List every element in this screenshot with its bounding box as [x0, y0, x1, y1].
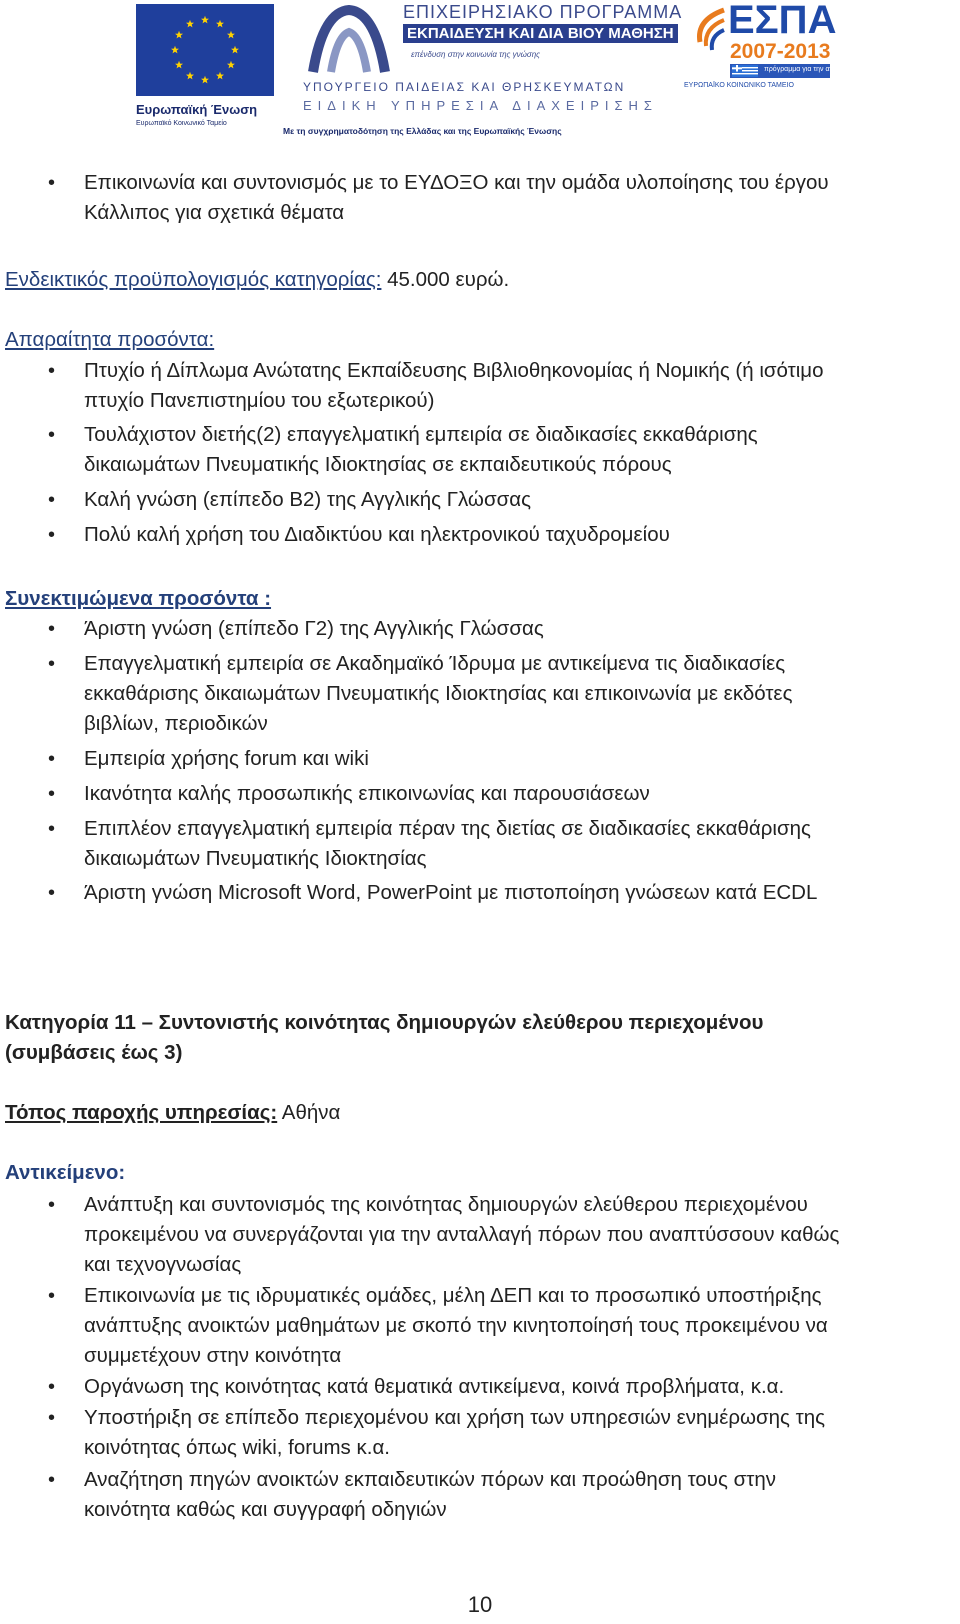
list-item: • Εμπειρία χρήσης forum και wiki [84, 744, 944, 774]
list-item: • Επικοινωνία και συντονισμός με το ΕΥΔΟΞΟ και την ομάδα υλοποίησης του έργου Κάλλιπος για σχετικά θέματα [84, 168, 944, 228]
ministry-name: ΥΠΟΥΡΓΕΙΟ ΠΑΙΔΕΙΑΣ ΚΑΙ ΘΡΗΣΚΕΥΜΑΤΩΝ [303, 80, 626, 94]
eu-star-icon [171, 46, 179, 54]
espa-word: ΕΣΠΑ [728, 0, 837, 42]
list-item: • Επικοινωνία με τις ιδρυματικές ομάδες, μέλη ΔΕΠ και το προσωπικό υποστήριξης ανάπτυξης ανοικτών μαθημάτων με σκοπό την κινητοποίησή τους προκειμένου να συμμετέχουν στην κοινότητα [84, 1281, 944, 1371]
espa-tagline-box [730, 64, 856, 78]
list-item: • Τουλάχιστον διετής(2) επαγγελματική εμπειρία σε διαδικασίες εκκαθάρισης δικαιωμάτων Πνευματικής Ιδιοκτησίας σε εκπαιδευτικούς πόρους [84, 420, 944, 480]
program-title-2: ΕΚΠΑΙΔΕΥΣΗ ΚΑΙ ΔΙΑ ΒΙΟΥ ΜΑΘΗΣΗ [403, 24, 678, 43]
espa-tagline: πρόγραμμα για την ανάπτυξη [764, 66, 856, 73]
list-item: • Άριστη γνώση Microsoft Word, PowerPoint με πιστοποίηση γνώσεων κατά ECDL [84, 878, 944, 908]
header-logos [0, 0, 960, 150]
cofunding-note: Με τη συγχρηματοδότηση της Ελλάδας και της Ευρωπαϊκής Ένωσης [283, 126, 562, 136]
list-item: • Ανάπτυξη και συντονισμός της κοινότητας δημιουργών ελεύθερου περιεχομένου προκειμένου να συνεργάζονται για την ανταλλαγή πόρων που αναπτύσσουν καθώς και τεχνογνωσίας [84, 1190, 944, 1280]
list-item: • Οργάνωση της κοινότητας κατά θεματικά αντικείμενα, κοινά προβλήματα, κ.α. [84, 1372, 944, 1402]
eu-logo-name: Ευρωπαϊκή Ένωση [136, 102, 258, 117]
budget-line [5, 265, 509, 295]
location-line [5, 1098, 340, 1128]
eu-star-icon [201, 76, 209, 84]
list-item: • Επαγγελματική εμπειρία σε Ακαδημαϊκό Ίδρυμα με αντικείμενα τις διαδικασίες εκκαθάρισης δικαιωμάτων Πνευματικής Ιδιοκτησίας και επικοινωνία με εκδότες βιβλίων, περιοδικών [84, 649, 944, 739]
eu-logo-subtitle: Ευρωπαϊκό Κοινωνικό Ταμείο [136, 120, 227, 127]
subject-heading: Αντικείμενο: [5, 1161, 126, 1184]
program-logo [283, 0, 683, 150]
location-label: Τόπος παροχής υπηρεσίας: [5, 1101, 278, 1124]
eu-logo [136, 4, 276, 132]
greek-flag-icon [732, 65, 758, 77]
budget-label: Ενδεικτικός προϋπολογισμός κατηγορίας: [5, 268, 382, 291]
agency-name: ΕΙΔΙΚΗ ΥΠΗΡΕΣΙΑ ΔΙΑΧΕΙΡΙΣΗΣ [303, 98, 658, 113]
list-item: • Άριστη γνώση (επίπεδο Γ2) της Αγγλικής Γλώσσας [84, 614, 944, 644]
eu-star-icon [227, 31, 235, 39]
required-heading: Απαραίτητα προσόντα: [5, 328, 215, 351]
budget-value: 45.000 ευρώ. [381, 268, 510, 291]
eu-star-icon [175, 31, 183, 39]
list-item: • Επιπλέον επαγγελματική εμπειρία πέραν της διετίας σε διαδικασίες εκκαθάρισης δικαιωμάτων Πνευματικής Ιδιοκτησίας [84, 814, 944, 874]
espa-logo [684, 0, 856, 100]
list-item: • Αναζήτηση πηγών ανοικτών εκπαιδευτικών πόρων και προώθηση τους στην κοινότητα καθώς και συγγραφή οδηγιών [84, 1465, 944, 1525]
list-item: • Πολύ καλή χρήση του Διαδικτύου και ηλεκτρονικού ταχυδρομείου [84, 520, 944, 550]
category-title: Κατηγορία 11 – Συντονιστής κοινότητας δημιουργών ελεύθερου περιεχομένου (συμβάσεις έως 3) [5, 1011, 764, 1064]
eu-star-icon [227, 61, 235, 69]
espa-years: 2007-2013 [730, 40, 831, 63]
eu-star-icon [231, 46, 239, 54]
program-title-1: ΕΠΙΧΕΙΡΗΣΙΑΚΟ ΠΡΟΓΡΑΜΜΑ [403, 2, 683, 22]
location-value: Αθήνα [277, 1101, 341, 1124]
list-item: • Καλή γνώση (επίπεδο Β2) της Αγγλικής Γλώσσας [84, 485, 944, 515]
eu-star-icon [216, 72, 224, 80]
espa-swirl-icon [690, 6, 730, 66]
eu-star-icon [175, 61, 183, 69]
eu-flag-icon [136, 4, 274, 96]
page-number: 10 [467, 1592, 493, 1617]
list-item: • Ικανότητα καλής προσωπικής επικοινωνίας και παρουσιάσεων [84, 779, 944, 809]
program-slogan: επένδυση στην κοινωνία της γνώσης [411, 50, 541, 59]
eu-star-icon [186, 20, 194, 28]
list-item: • Πτυχίο ή Δίπλωμα Ανώτατης Εκπαίδευσης Βιβλιοθηκονομίας ή Νομικής (ή ισότιμο πτυχίο Πανεπιστημίου του εξωτερικού) [84, 356, 944, 416]
list-item: • Υποστήριξη σε επίπεδο περιεχομένου και χρήση των υπηρεσιών ενημέρωσης της κοινότητας όπως wiki, forums κ.α. [84, 1403, 944, 1463]
espa-fund: ΕΥΡΩΠΑΪΚΟ ΚΟΙΝΩΝΙΚΟ ΤΑΜΕΙΟ [684, 82, 794, 89]
desired-heading: Συνεκτιμώμενα προσόντα : [5, 587, 272, 610]
eu-star-icon [216, 20, 224, 28]
eu-star-icon [186, 72, 194, 80]
eu-star-icon [201, 16, 209, 24]
